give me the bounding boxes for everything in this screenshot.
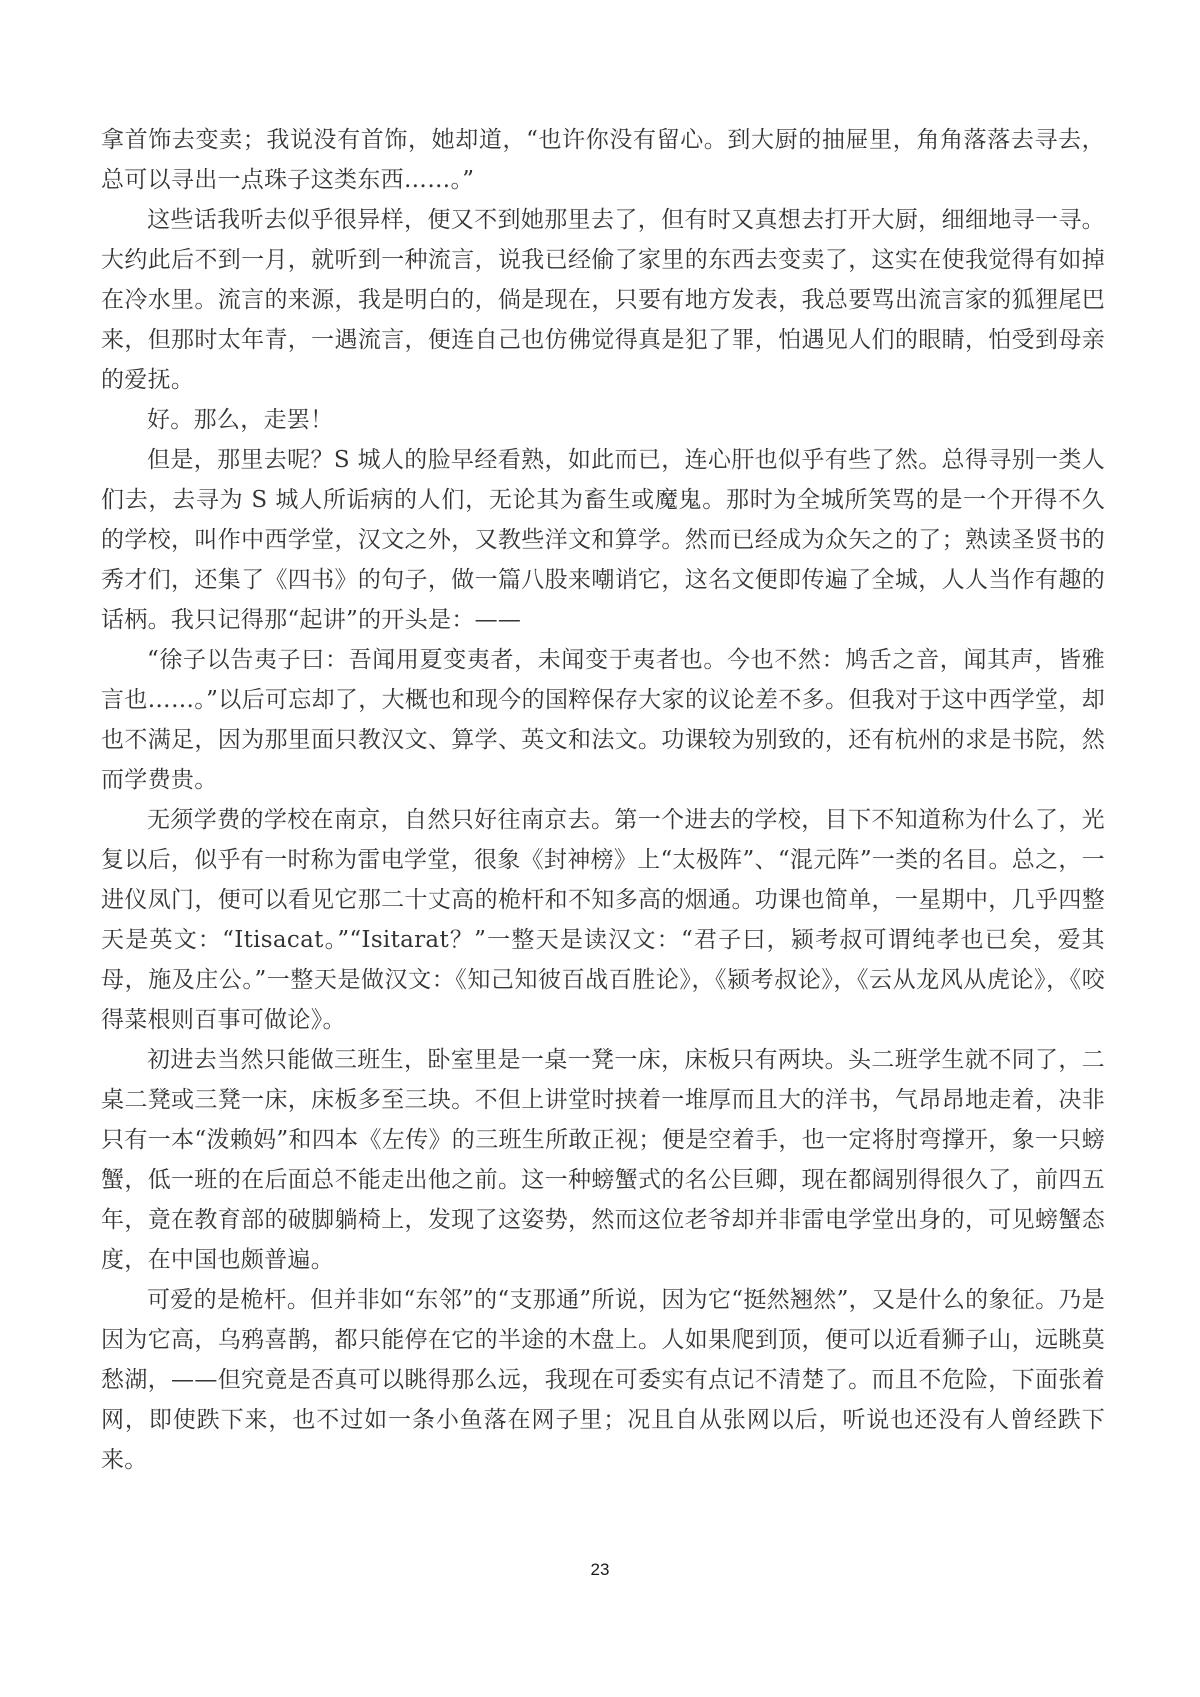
page-number: 23 xyxy=(590,1560,610,1579)
paragraph: 可爱的是桅杆。但并非如“东邻”的“支那通”所说，因为它“挺然翘然”，又是什么的象征。乃是因为它高，乌鸦喜鹊，都只能停在它的半途的木盘上。人如果爬到顶，便可以近看狮子山，远眺莫愁湖，——但究竟是否真可以眺得那么远，我现在可委实有点记不清楚了。而且不危险，下面张着网，即使跌下来，也不过如一条小鱼落在网子里；况且自从张网以后，听说也还没有人曾经跌下来。 xyxy=(101,1287,1105,1473)
paragraph: 拿首饰去变卖；我说没有首饰，她却道，“也许你没有留心。到大厨的抽屉里，角角落落去寻去，总可以寻出一点珠子这类东西……。” xyxy=(101,127,1105,193)
paragraph: 无须学费的学校在南京，自然只好往南京去。第一个进去的学校，目下不知道称为什么了，光复以后，似乎有一时称为雷电学堂，很象《封神榜》上“太极阵”、“混元阵”一类的名目。总之，一进仪凤门，便可以看见它那二十丈高的桅杆和不知多高的烟通。功课也简单，一星期中，几乎四整天是英文：“Itisacat。”“Isitarat？”一整天是读汉文：“君子曰，颍考叔可谓纯孝也已矣，爱其母，施及庄公。”一整天是做汉文：《知己知彼百战百胜论》，《颍考叔论》，《云从龙风从虎论》，《咬得菜根则百事可做论》。 xyxy=(101,807,1105,1033)
paragraph: 初进去当然只能做三班生，卧室里是一桌一凳一床，床板只有两块。头二班学生就不同了，二桌二凳或三凳一床，床板多至三块。不但上讲堂时挟着一堆厚而且大的洋书，气昂昂地走着，决非只有一本“泼赖妈”和四本《左传》的三班生所敢正视；便是空着手，也一定将肘弯撑开，象一只螃蟹，低一班的在后面总不能走出他之前。这一种螃蟹式的名公巨卿，现在都阔别得很久了，前四五年，竟在教育部的破脚躺椅上，发现了这姿势，然而这位老爷却并非雷电学堂出身的，可见螃蟹态度，在中国也颇普遍。 xyxy=(101,1047,1105,1273)
paragraph: 但是，那里去呢？S 城人的脸早经看熟，如此而已，连心肝也似乎有些了然。总得寻别一类人们去，去寻为 S 城人所诟病的人们，无论其为畜生或魔鬼。那时为全城所笑骂的是一个开得不久的学校，叫作中西学堂，汉文之外，又教些洋文和算学。然而已经成为众矢之的了；熟读圣贤书的秀才们，还集了《四书》的句子，做一篇八股来嘲诮它，这名文便即传遍了全城，人人当作有趣的话柄。我只记得那“起讲”的开头是：—— xyxy=(101,447,1105,633)
paragraph: “徐子以告夷子曰：吾闻用夏变夷者，未闻变于夷者也。今也不然：鸠舌之音，闻其声，皆雅言也……。”以后可忘却了，大概也和现今的国粹保存大家的议论差不多。但我对于这中西学堂，却也不满足，因为那里面只教汉文、算学、英文和法文。功课较为别致的，还有杭州的求是书院，然而学费贵。 xyxy=(101,647,1105,793)
paragraph: 好。那么，走罢！ xyxy=(147,407,334,433)
document-body xyxy=(101,120,1105,1480)
paragraph: 这些话我听去似乎很异样，便又不到她那里去了，但有时又真想去打开大厨，细细地寻一寻。大约此后不到一月，就听到一种流言，说我已经偷了家里的东西去变卖了，这实在使我觉得有如掉在冷水里。流言的来源，我是明白的，倘是现在，只要有地方发表，我总要骂出流言家的狐狸尾巴来，但那时太年青，一遇流言，便连自己也仿佛觉得真是犯了罪，怕遇见人们的眼睛，怕受到母亲的爱抚。 xyxy=(101,207,1105,393)
